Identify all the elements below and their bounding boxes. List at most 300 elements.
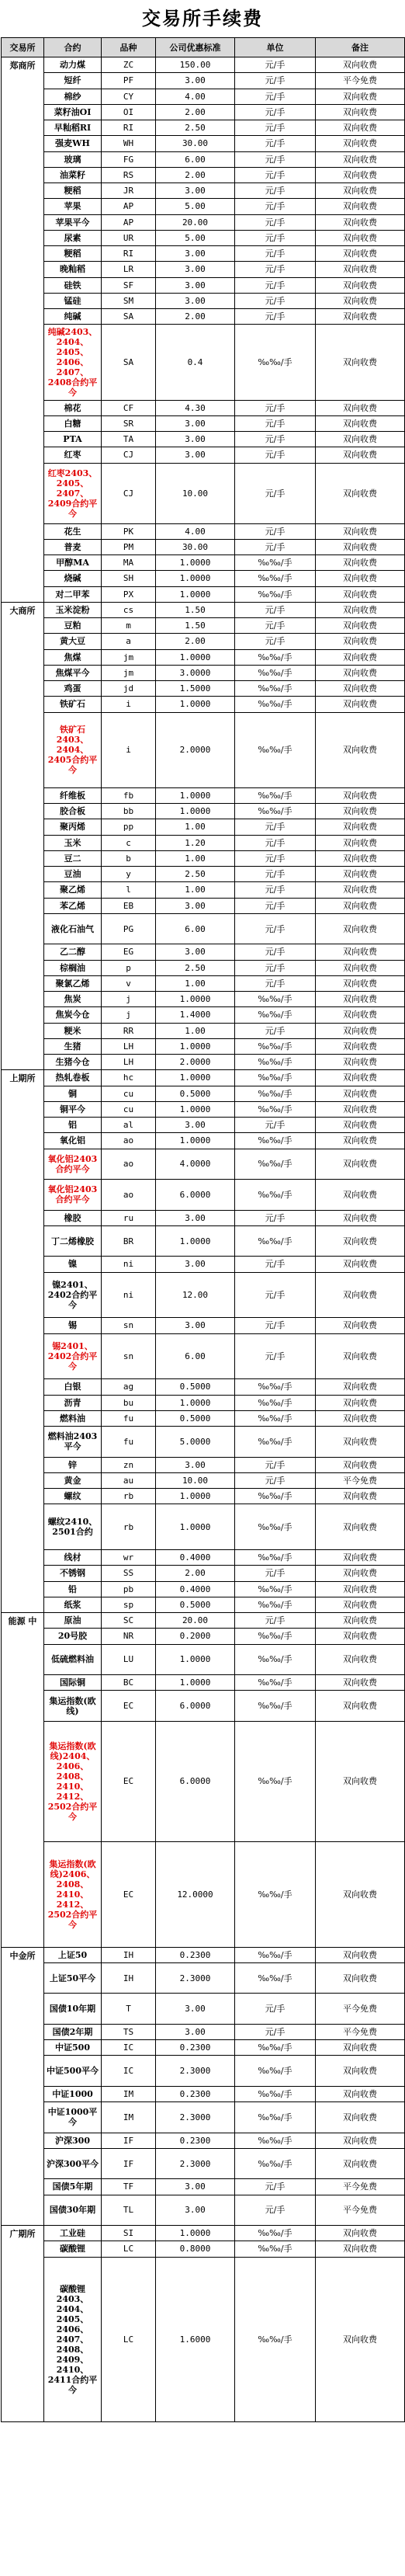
table-row [2, 697, 405, 712]
exchange-cell: 能源 中 [2, 1613, 44, 1948]
unit-cell: ‰‰/手 [235, 1581, 316, 1597]
unit-cell: 元/手 [235, 1333, 316, 1379]
unit-cell: ‰‰/手 [235, 2241, 316, 2257]
unit-cell: ‰‰/手 [235, 1947, 316, 1962]
unit-cell: ‰‰/手 [235, 1675, 316, 1691]
unit-cell: 元/手 [235, 898, 316, 913]
code-cell: IC [102, 2040, 156, 2056]
contract-cell: 聚丙烯 [44, 819, 102, 835]
contract-cell: 豆粕 [44, 618, 102, 634]
contract-cell: 铁矿石 [44, 697, 102, 712]
fee-cell: 1.4000 [156, 1007, 235, 1023]
contract-cell: 尿素 [44, 230, 102, 245]
exchange-cell: 大商所 [2, 602, 44, 1070]
unit-cell: ‰‰/手 [235, 1225, 316, 1257]
table-row [2, 1225, 405, 1257]
remark-cell: 双向收费 [316, 183, 405, 199]
fee-cell: 1.5000 [156, 681, 235, 697]
remark-cell: 双向收费 [316, 618, 405, 634]
unit-cell: 元/手 [235, 2195, 316, 2226]
code-cell: UR [102, 230, 156, 245]
fee-cell: 1.0000 [156, 1504, 235, 1550]
code-cell: l [102, 882, 156, 898]
contract-cell: 玉米淀粉 [44, 602, 102, 617]
fee-cell: 5.00 [156, 199, 235, 214]
unit-cell: 元/手 [235, 634, 316, 649]
contract-cell: 强麦WH [44, 136, 102, 151]
code-cell: jm [102, 649, 156, 665]
table-row [2, 1504, 405, 1550]
fee-cell: 2.50 [156, 120, 235, 136]
code-cell: SI [102, 2226, 156, 2241]
code-cell: j [102, 992, 156, 1007]
fee-cell: 6.0000 [156, 1691, 235, 1722]
remark-cell: 双向收费 [316, 325, 405, 400]
remark-cell: 双向收费 [316, 898, 405, 913]
table-row [2, 1318, 405, 1333]
remark-cell: 双向收费 [316, 819, 405, 835]
unit-cell: 元/手 [235, 230, 316, 245]
contract-cell: 纯碱2403、2404、2405、2406、2407、2408合约平今 [44, 325, 102, 400]
remark-cell: 双向收费 [316, 104, 405, 120]
code-cell: TL [102, 2195, 156, 2226]
code-cell: FG [102, 151, 156, 167]
remark-cell: 双向收费 [316, 649, 405, 665]
fee-cell: 3.00 [156, 1257, 235, 1272]
remark-cell: 平今免费 [316, 2179, 405, 2195]
fee-cell: 0.5000 [156, 1410, 235, 1426]
unit-cell: ‰‰/手 [235, 1395, 316, 1410]
unit-cell: 元/手 [235, 523, 316, 539]
contract-cell: 红枣 [44, 447, 102, 463]
code-cell: T [102, 1994, 156, 2025]
code-cell: EC [102, 1721, 156, 1841]
code-cell: LC [102, 2241, 156, 2257]
contract-cell: 国债5年期 [44, 2179, 102, 2195]
code-cell: wr [102, 1550, 156, 1566]
fee-cell: 0.4000 [156, 1550, 235, 1566]
fee-cell: 1.0000 [156, 571, 235, 586]
remark-cell: 双向收费 [316, 1333, 405, 1379]
fee-cell: 6.00 [156, 151, 235, 167]
code-cell: j [102, 1007, 156, 1023]
unit-cell: 元/手 [235, 2179, 316, 2195]
contract-cell: 菜籽油OI [44, 104, 102, 120]
table-row [2, 2257, 405, 2422]
contract-cell: 国债30年期 [44, 2195, 102, 2226]
remark-cell: 双向收费 [316, 1007, 405, 1023]
unit-cell: 元/手 [235, 1472, 316, 1488]
remark-cell: 双向收费 [316, 944, 405, 960]
remark-cell: 平今免费 [316, 1472, 405, 1488]
contract-cell: 焦煤平今 [44, 665, 102, 680]
remark-cell: 双向收费 [316, 1118, 405, 1133]
contract-cell: 不锈钢 [44, 1566, 102, 1581]
contract-cell: 玻璃 [44, 151, 102, 167]
fee-cell: 0.4 [156, 325, 235, 400]
remark-cell: 双向收费 [316, 712, 405, 787]
fee-cell: 1.50 [156, 602, 235, 617]
contract-cell: 焦煤 [44, 649, 102, 665]
remark-cell: 双向收费 [316, 835, 405, 850]
unit-cell: 元/手 [235, 447, 316, 463]
fee-cell: 1.0000 [156, 649, 235, 665]
remark-cell: 双向收费 [316, 1410, 405, 1426]
code-cell: IH [102, 1962, 156, 1994]
table-row [2, 89, 405, 104]
code-cell: SA [102, 325, 156, 400]
remark-cell: 双向收费 [316, 1379, 405, 1395]
fee-cell: 1.0000 [156, 992, 235, 1007]
code-cell: TA [102, 432, 156, 447]
code-cell: pb [102, 1581, 156, 1597]
header-exchange: 交易所 [2, 38, 44, 57]
contract-cell: 焦炭 [44, 992, 102, 1007]
contract-cell: 氧化铝2403合约平今 [44, 1149, 102, 1180]
fee-cell: 4.00 [156, 523, 235, 539]
unit-cell: ‰‰/手 [235, 1489, 316, 1504]
remark-cell: 双向收费 [316, 1629, 405, 1644]
contract-cell: 中证1000 [44, 2086, 102, 2101]
fee-cell: 0.5000 [156, 1597, 235, 1612]
table-row [2, 1629, 405, 1644]
code-cell: CY [102, 89, 156, 104]
remark-cell: 双向收费 [316, 2133, 405, 2148]
remark-cell: 双向收费 [316, 1318, 405, 1333]
contract-cell: 油菜籽 [44, 167, 102, 183]
remark-cell: 双向收费 [316, 1038, 405, 1054]
code-cell: AP [102, 214, 156, 230]
contract-cell: 棉花 [44, 400, 102, 415]
fee-cell: 2.0000 [156, 1055, 235, 1070]
unit-cell: 元/手 [235, 819, 316, 835]
fee-cell: 0.2300 [156, 2086, 235, 2101]
remark-cell: 双向收费 [316, 1086, 405, 1101]
unit-cell: ‰‰/手 [235, 1962, 316, 1994]
contract-cell: 热轧卷板 [44, 1070, 102, 1086]
table-row [2, 1333, 405, 1379]
table-row [2, 1427, 405, 1458]
code-cell: RI [102, 120, 156, 136]
remark-cell: 双向收费 [316, 1504, 405, 1550]
unit-cell: ‰‰/手 [235, 1007, 316, 1023]
code-cell: al [102, 1118, 156, 1133]
unit-cell: ‰‰/手 [235, 665, 316, 680]
table-row [2, 2056, 405, 2087]
code-cell: pp [102, 819, 156, 835]
table-row [2, 104, 405, 120]
unit-cell: ‰‰/手 [235, 571, 316, 586]
table-body [2, 57, 405, 2422]
fee-cell: 3.00 [156, 1210, 235, 1225]
contract-cell: 硅铁 [44, 277, 102, 293]
unit-cell: ‰‰/手 [235, 1055, 316, 1070]
fee-cell: 3.00 [156, 262, 235, 277]
code-cell: zn [102, 1457, 156, 1472]
fee-cell: 0.2300 [156, 1947, 235, 1962]
contract-cell: 苹果平今 [44, 214, 102, 230]
table-row [2, 246, 405, 262]
table-row [2, 293, 405, 308]
remark-cell: 双向收费 [316, 539, 405, 554]
contract-cell: 碳酸锂2403、2404、2405、2406、2407、2408、2409、2410、2411合约平今 [44, 2257, 102, 2422]
code-cell: BC [102, 1675, 156, 1691]
table-row [2, 2195, 405, 2226]
table-row [2, 1644, 405, 1675]
unit-cell: ‰‰/手 [235, 787, 316, 803]
table-row [2, 325, 405, 400]
unit-cell: 元/手 [235, 850, 316, 866]
contract-cell: 豆二 [44, 850, 102, 866]
remark-cell: 双向收费 [316, 787, 405, 803]
exchange-cell: 广期所 [2, 2226, 44, 2422]
fee-cell: 3.00 [156, 432, 235, 447]
table-row [2, 665, 405, 680]
fee-cell: 6.00 [156, 1333, 235, 1379]
table-row [2, 120, 405, 136]
remark-cell: 双向收费 [316, 1691, 405, 1722]
remark-cell: 双向收费 [316, 1566, 405, 1581]
code-cell: au [102, 1472, 156, 1488]
unit-cell: 元/手 [235, 214, 316, 230]
table-row [2, 463, 405, 523]
fee-cell: 2.50 [156, 867, 235, 882]
fee-cell: 3.00 [156, 293, 235, 308]
table-row [2, 804, 405, 819]
table-row [2, 1007, 405, 1023]
unit-cell: ‰‰/手 [235, 1101, 316, 1117]
table-row [2, 73, 405, 89]
contract-cell: 国际铜 [44, 1675, 102, 1691]
unit-cell: 元/手 [235, 151, 316, 167]
contract-cell: 甲醇MA [44, 555, 102, 571]
contract-cell: 铝 [44, 1118, 102, 1133]
remark-cell: 双向收费 [316, 1427, 405, 1458]
remark-cell: 双向收费 [316, 1272, 405, 1318]
code-cell: TS [102, 2024, 156, 2039]
code-cell: PG [102, 913, 156, 944]
unit-cell: 元/手 [235, 1457, 316, 1472]
code-cell: cu [102, 1086, 156, 1101]
unit-cell: 元/手 [235, 2024, 316, 2039]
fee-cell: 12.00 [156, 1272, 235, 1318]
contract-cell: 螺纹2410、2501合约 [44, 1504, 102, 1550]
unit-cell: ‰‰/手 [235, 1180, 316, 1211]
code-cell: v [102, 975, 156, 991]
table-row [2, 183, 405, 199]
remark-cell: 双向收费 [316, 2257, 405, 2422]
fee-cell: 3.00 [156, 2024, 235, 2039]
unit-cell: ‰‰/手 [235, 1086, 316, 1101]
code-cell: CJ [102, 447, 156, 463]
fee-cell: 1.00 [156, 819, 235, 835]
unit-cell: 元/手 [235, 463, 316, 523]
table-row [2, 960, 405, 975]
contract-cell: 棉纱 [44, 89, 102, 104]
table-row [2, 214, 405, 230]
contract-cell: 镍2401、2402合约平今 [44, 1272, 102, 1318]
code-cell: RR [102, 1023, 156, 1038]
unit-cell: 元/手 [235, 1210, 316, 1225]
table-row [2, 819, 405, 835]
contract-cell: 烧碱 [44, 571, 102, 586]
table-row [2, 1133, 405, 1149]
fee-cell: 1.00 [156, 882, 235, 898]
fee-cell: 3.00 [156, 898, 235, 913]
fee-cell: 1.0000 [156, 1133, 235, 1149]
unit-cell: 元/手 [235, 246, 316, 262]
fee-cell: 3.00 [156, 2195, 235, 2226]
header-row [2, 38, 405, 57]
table-row [2, 2179, 405, 2195]
remark-cell: 双向收费 [316, 1675, 405, 1691]
unit-cell: ‰‰/手 [235, 1721, 316, 1841]
remark-cell: 双向收费 [316, 432, 405, 447]
contract-cell: 氧化铝 [44, 1133, 102, 1149]
table-row [2, 898, 405, 913]
remark-cell: 双向收费 [316, 1489, 405, 1504]
fee-cell: 3.0000 [156, 665, 235, 680]
remark-cell: 双向收费 [316, 246, 405, 262]
code-cell: LU [102, 1644, 156, 1675]
table-row [2, 1379, 405, 1395]
remark-cell: 双向收费 [316, 1180, 405, 1211]
table-row [2, 850, 405, 866]
table-row [2, 1070, 405, 1086]
table-row [2, 1841, 405, 1947]
unit-cell: 元/手 [235, 415, 316, 431]
contract-cell: 碳酸锂 [44, 2241, 102, 2257]
unit-cell: ‰‰/手 [235, 1597, 316, 1612]
unit-cell: ‰‰/手 [235, 1629, 316, 1644]
code-cell: ru [102, 1210, 156, 1225]
unit-cell: 元/手 [235, 975, 316, 991]
fee-cell: 1.0000 [156, 1038, 235, 1054]
code-cell: IF [102, 2148, 156, 2179]
code-cell: sp [102, 1597, 156, 1612]
fee-cell: 3.00 [156, 1118, 235, 1133]
remark-cell: 双向收费 [316, 447, 405, 463]
unit-cell: ‰‰/手 [235, 2257, 316, 2422]
contract-cell: 苹果 [44, 199, 102, 214]
unit-cell: ‰‰/手 [235, 325, 316, 400]
fee-cell: 20.00 [156, 1613, 235, 1629]
code-cell: IM [102, 2086, 156, 2101]
remark-cell: 双向收费 [316, 293, 405, 308]
remark-cell: 双向收费 [316, 230, 405, 245]
contract-cell: 生猪 [44, 1038, 102, 1054]
contract-cell: 白糖 [44, 415, 102, 431]
unit-cell: ‰‰/手 [235, 649, 316, 665]
code-cell: RI [102, 246, 156, 262]
contract-cell: 动力煤 [44, 57, 102, 73]
unit-cell: 元/手 [235, 1566, 316, 1581]
unit-cell: ‰‰/手 [235, 2226, 316, 2241]
contract-cell: 焦炭今仓 [44, 1007, 102, 1023]
table-row [2, 1055, 405, 1070]
fee-cell: 3.00 [156, 73, 235, 89]
contract-cell: PTA [44, 432, 102, 447]
contract-cell: 白银 [44, 1379, 102, 1395]
fee-cell: 5.0000 [156, 1427, 235, 1458]
unit-cell: 元/手 [235, 432, 316, 447]
code-cell: cs [102, 602, 156, 617]
code-cell: ni [102, 1272, 156, 1318]
table-row [2, 1101, 405, 1117]
contract-cell: 聚氯乙烯 [44, 975, 102, 991]
table-row [2, 1597, 405, 1612]
table-row [2, 1272, 405, 1318]
code-cell: CF [102, 400, 156, 415]
fee-cell: 0.2300 [156, 2133, 235, 2148]
contract-cell: 丁二烯橡胶 [44, 1225, 102, 1257]
table-row [2, 867, 405, 882]
contract-cell: 上证50 [44, 1947, 102, 1962]
code-cell: fu [102, 1427, 156, 1458]
table-row [2, 1395, 405, 1410]
fee-cell: 0.5000 [156, 1379, 235, 1395]
fee-cell: 3.00 [156, 183, 235, 199]
unit-cell: 元/手 [235, 1994, 316, 2025]
contract-cell: 铜 [44, 1086, 102, 1101]
code-cell: RS [102, 167, 156, 183]
contract-cell: 粳米 [44, 1023, 102, 1038]
code-cell: EC [102, 1841, 156, 1947]
table-row [2, 415, 405, 431]
remark-cell: 双向收费 [316, 913, 405, 944]
code-cell: LC [102, 2257, 156, 2422]
fee-cell: 3.00 [156, 1318, 235, 1333]
remark-cell: 双向收费 [316, 665, 405, 680]
contract-cell: 燃料油 [44, 1410, 102, 1426]
unit-cell: 元/手 [235, 913, 316, 944]
table-row [2, 913, 405, 944]
table-row [2, 1118, 405, 1133]
fee-cell: 4.00 [156, 89, 235, 104]
table-row [2, 57, 405, 73]
unit-cell: 元/手 [235, 73, 316, 89]
contract-cell: 对二甲苯 [44, 586, 102, 602]
table-row [2, 447, 405, 463]
code-cell: i [102, 697, 156, 712]
unit-cell: ‰‰/手 [235, 1410, 316, 1426]
contract-cell: 铜平今 [44, 1101, 102, 1117]
table-row [2, 539, 405, 554]
code-cell: SC [102, 1613, 156, 1629]
table-row [2, 1180, 405, 1211]
table-row [2, 1550, 405, 1566]
fee-cell: 2.00 [156, 1566, 235, 1581]
contract-cell: 短纤 [44, 73, 102, 89]
exchange-cell: 中金所 [2, 1947, 44, 2226]
fee-cell: 1.0000 [156, 787, 235, 803]
code-cell: sn [102, 1318, 156, 1333]
remark-cell: 双向收费 [316, 1023, 405, 1038]
fee-cell: 2.3000 [156, 2056, 235, 2087]
remark-cell: 双向收费 [316, 120, 405, 136]
unit-cell: 元/手 [235, 1023, 316, 1038]
code-cell: ZC [102, 57, 156, 73]
code-cell: SH [102, 571, 156, 586]
remark-cell: 双向收费 [316, 2056, 405, 2087]
contract-cell: 苯乙烯 [44, 898, 102, 913]
code-cell: NR [102, 1629, 156, 1644]
unit-cell: 元/手 [235, 309, 316, 325]
code-cell: IM [102, 2102, 156, 2133]
remark-cell: 双向收费 [316, 2226, 405, 2241]
unit-cell: 元/手 [235, 1613, 316, 1629]
remark-cell: 双向收费 [316, 697, 405, 712]
